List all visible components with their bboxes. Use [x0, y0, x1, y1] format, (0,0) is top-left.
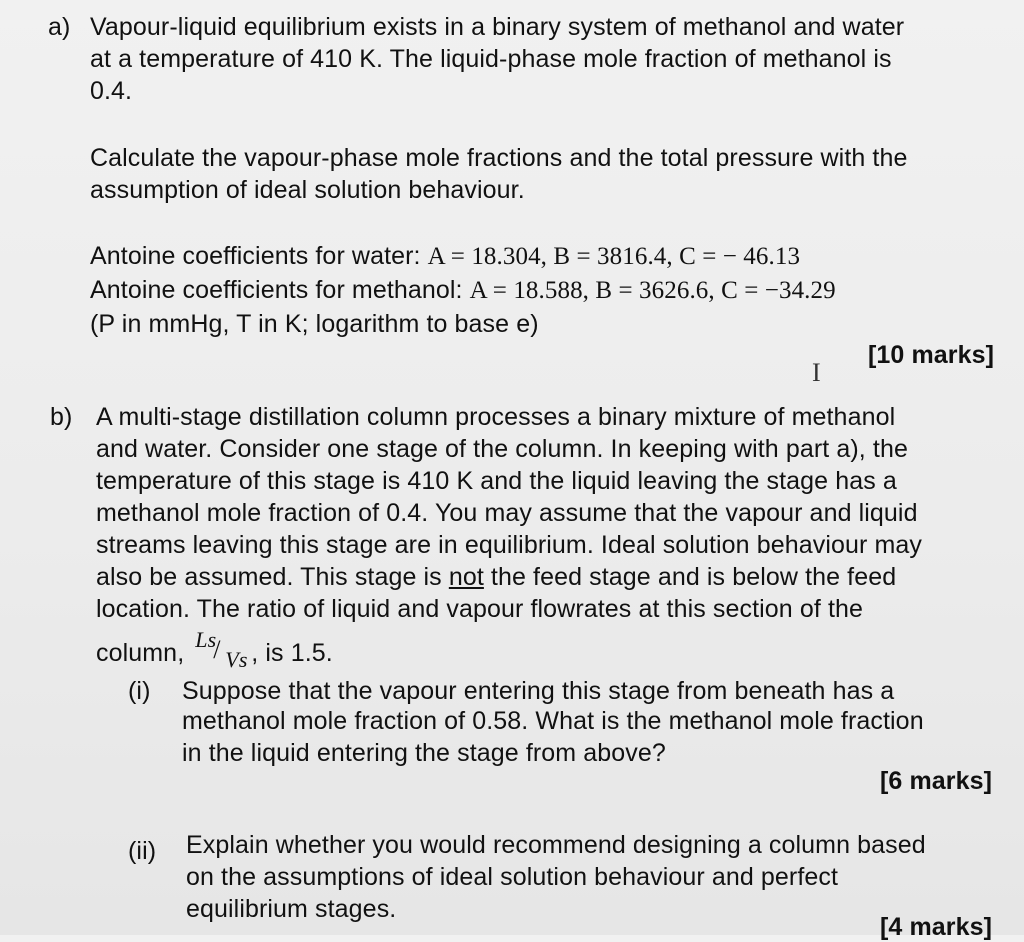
sub-ii-line-2: on the assumptions of ideal solution behaviour and perfect	[186, 863, 839, 891]
antoine-methanol-label: Antoine coefficients for methanol:	[90, 276, 470, 304]
part-a-calc-line-2: assumption of ideal solution behaviour.	[90, 176, 525, 204]
part-b-line-5: streams leaving this stage are in equilibrium. Ideal solution behaviour may	[96, 531, 922, 559]
antoine-methanol-row	[90, 275, 836, 306]
part-a-calc-line-1: Calculate the vapour-phase mole fractions and the total pressure with the	[90, 144, 908, 172]
part-b-line-8-end: , is 1.5.	[251, 639, 333, 667]
part-b-line-8	[96, 627, 333, 673]
part-a-line-3: 0.4.	[90, 77, 133, 105]
sub-i-marks: [6 marks]	[880, 767, 993, 795]
antoine-water-row	[90, 241, 800, 272]
part-b-line-6-end: the feed stage and is below the feed	[483, 563, 897, 591]
fraction-numerator: Ls	[195, 627, 217, 653]
antoine-water-label: Antoine coefficients for water:	[90, 242, 428, 270]
part-b-line-7: location. The ratio of liquid and vapour flowrates at this section of the	[96, 595, 864, 623]
part-b-label: b)	[50, 403, 73, 431]
part-b-line-1: A multi-stage distillation column processes a binary mixture of methanol	[96, 403, 896, 431]
part-b-line-3: temperature of this stage is 410 K and the liquid leaving the stage has a	[96, 467, 897, 495]
sub-ii-label: (ii)	[128, 837, 157, 865]
flow-ratio-fraction	[191, 627, 251, 673]
part-b-line-6-start: also be assumed. This stage is	[96, 563, 449, 591]
fraction-slash: /	[213, 635, 221, 665]
sub-i-line-2: methanol mole fraction of 0.58. What is the methanol mole fraction	[182, 707, 924, 735]
fraction-denominator: Vs	[225, 647, 248, 673]
part-b-line-2: and water. Consider one stage of the column. In keeping with part a), the	[96, 435, 908, 463]
sub-i-line-1: Suppose that the vapour entering this stage from beneath has a	[182, 677, 895, 705]
part-a-line-1: Vapour-liquid equilibrium exists in a binary system of methanol and water	[90, 13, 905, 41]
units-note: (P in mmHg, T in K; logarithm to base e)	[90, 310, 539, 338]
part-a-line-2: at a temperature of 410 K. The liquid-phase mole fraction of methanol is	[90, 45, 892, 73]
sub-i-label: (i)	[128, 677, 151, 705]
not-emphasis: not	[448, 563, 484, 591]
part-b-line-6	[96, 562, 896, 592]
part-b-line-4: methanol mole fraction of 0.4. You may assume that the vapour and liquid	[96, 499, 918, 527]
antoine-methanol-values: A = 18.588, B = 3626.6, C = −34.29	[469, 277, 836, 304]
text-cursor-icon: I	[812, 358, 821, 387]
sub-ii-marks: [4 marks]	[880, 913, 993, 941]
sub-i-line-3: in the liquid entering the stage from above?	[182, 739, 666, 767]
part-a-label: a)	[48, 13, 71, 41]
antoine-water-values: A = 18.304, B = 3816.4, C = − 46.13	[427, 243, 801, 270]
part-b-line-8-start: column,	[96, 639, 192, 667]
sub-ii-line-3: equilibrium stages.	[186, 895, 397, 923]
sub-ii-line-1: Explain whether you would recommend designing a column based	[186, 831, 926, 859]
part-a-marks: [10 marks]	[868, 341, 995, 369]
